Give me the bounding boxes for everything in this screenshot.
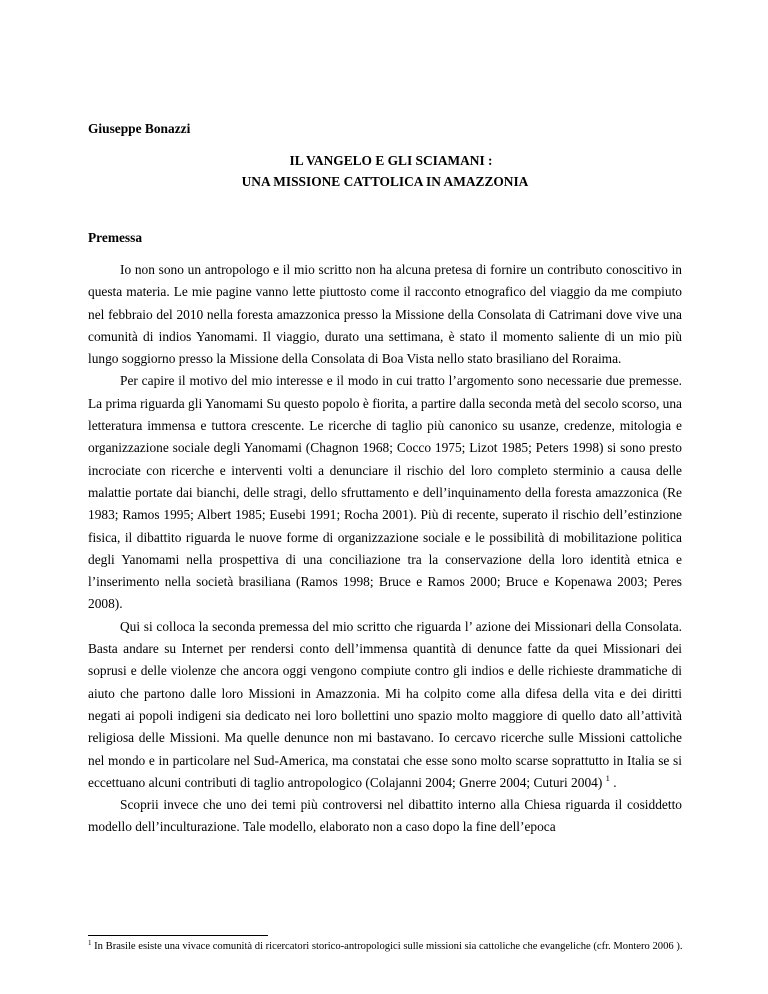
author-name: Giuseppe Bonazzi (88, 121, 191, 136)
paragraph-4: Scoprii invece che uno dei temi più controversi nel dibattito interno alla Chiesa riguarda il cosiddetto modello dell’inculturazione. Tale modello, elaborato non a caso dopo la fine dell’epoca (88, 797, 682, 835)
footnote (88, 940, 688, 955)
paragraph-3-end: . (609, 774, 617, 790)
paragraph-3 (88, 616, 682, 794)
section-heading: Premessa (88, 230, 143, 245)
footnote-divider (88, 935, 268, 936)
paragraph-2: Per capire il motivo del mio interesse e il modo in cui tratto l’argomento sono necessarie due premesse. La prima riguarda gli Yanomami Su questo popolo è fiorita, a partire dalla seconda metà del secolo scorso, una letteratura immensa e tuttora crescente. Le ricerche di taglio più canonico su usanze, credenze, mitologia e organizzazione sociale degli Yanomami (Chagnon 1968; Cocco 1975; Lizot 1985; Peters 1998) si sono presto incrociate con ricerche e interventi volti a denunciare il rischio del loro completo sterminio a causa delle malattie portate dai bianchi, delle stragi, dello sfruttamento e dell’inquinamento della foresta amazzonica (Re 1983; Ramos 1995; Albert 1985; Eusebi 1991; Rocha 2001). Più di recente, superato il rischio dell’estinzione fisica, il dibattito riguarda le nuove forme di organizzazione sociale e le possibilità di mobilitazione politica degli Yanomami nella prospettiva di una conciliazione tra la conservazione della loro identità etnica e l’inserimento nella società brasiliana (Ramos 1998; Bruce e Ramos 2000; Bruce e Kopenawa 2003; Peres 2008). (88, 373, 682, 612)
title-line-1: IL VANGELO E GLI SCIAMANI : (289, 153, 493, 168)
footnote-text: In Brasile esiste una vivace comunità di ricercatori storico-antropologici sulle missioni sia cattoliche che evangeliche (cfr. Montero 2006 ). (91, 941, 683, 952)
body-text (88, 259, 682, 839)
title-line-2: UNA MISSIONE CATTOLICA IN AMAZZONIA (241, 174, 529, 189)
paragraph-3-text: Qui si colloca la seconda premessa del mio scritto che riguarda l’ azione dei Missionari della Consolata. Basta andare su Internet per rendersi conto dell’immensa quantità di denunce fatte da quei Missionari dei soprusi e delle violenze che ancora oggi vengono compiute contro gli indios e delle richieste drammatiche di aiuto che partono dalle loro Missioni in Amazzonia. Mi ha colpito come alla difesa della vita e dei diritti negati ai popoli indigeni sia dedicato nei loro bollettini uno spazio molto maggiore di quello dato all’attività religiosa delle Missioni. Ma quelle denunce non mi bastavano. Io cercavo ricerche sulle Missioni cattoliche nel mondo e in particolare nel Sud-America, ma constatai che esse sono molto scarse soprattutto in Italia se si eccettuano alcuni contributi di taglio antropologico (Colajanni 2004; Gnerre 2004; Cuturi 2004) (88, 618, 682, 790)
document-title (88, 150, 682, 192)
paragraph-1: Io non sono un antropologo e il mio scritto non ha alcuna pretesa di fornire un contributo conoscitivo in questa materia. Le mie pagine vanno lette piuttosto come il racconto etnografico del viaggio da me compiuto nel febbraio del 2010 nella foresta amazzonica presso la Missione della Consolata di Catrimani dove vive una comunità di indios Yanomami. Il viaggio, durato una settimana, è stato il momento saliente di un mio più lungo soggiorno presso la Missione della Consolata di Boa Vista nello stato brasiliano del Roraima. (88, 262, 682, 367)
footnote-number: 1 (88, 939, 92, 947)
footnote-reference: 1 (605, 772, 610, 783)
